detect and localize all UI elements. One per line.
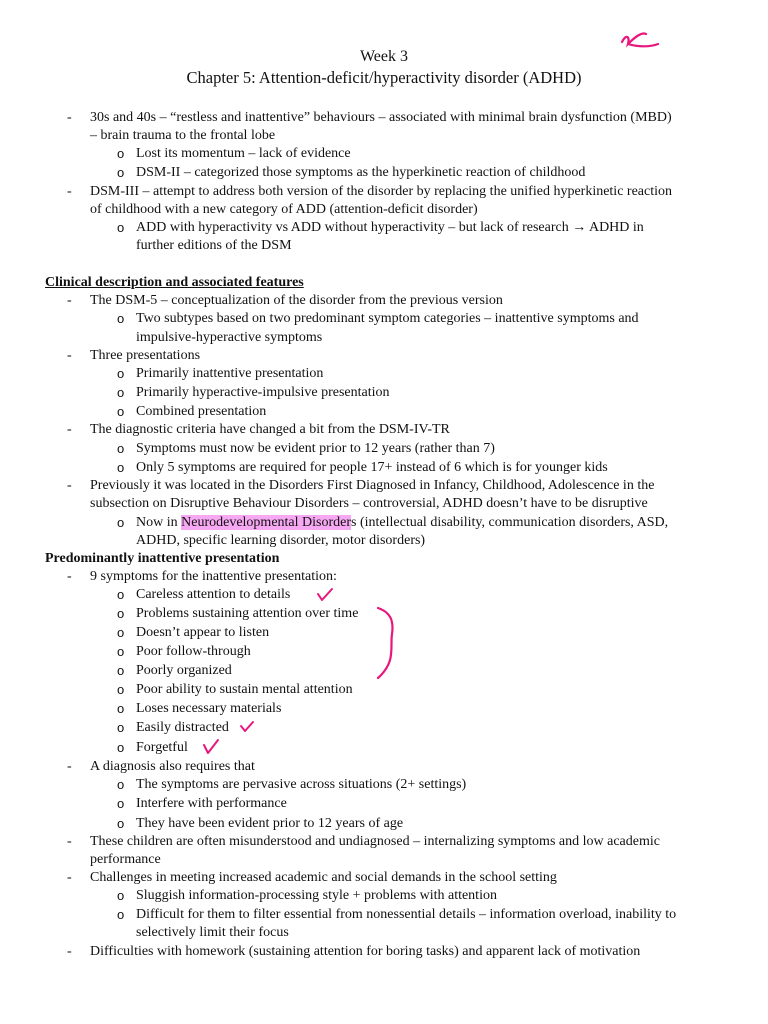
dash-marker: - (67, 569, 72, 584)
symptom-item: Forgetful (136, 740, 188, 755)
week-title: Week 3 (359, 48, 409, 65)
section-heading-clinical: Clinical description and associated features (45, 275, 304, 290)
bullet-marker: o (117, 720, 125, 735)
symptom-item: Doesn’t appear to listen (136, 625, 270, 640)
clinical-sub-2: Primarily inattentive presentation (136, 366, 324, 381)
bullet-marker: o (117, 385, 125, 400)
symptom-item: Poorly organized (136, 663, 232, 678)
handwritten-check-icon (240, 721, 254, 733)
bullet-marker: o (117, 644, 125, 659)
dash-marker: - (67, 870, 72, 885)
clinical-sub-1-cont: impulsive-hyperactive symptoms (136, 330, 323, 345)
clinical-sub-7-suffix: s (intellectual disability, communication disorders, ASD, (351, 515, 669, 530)
requirement-item: The symptoms are pervasive across situations (2+ settings) (136, 777, 467, 792)
bullet-marker: o (117, 625, 125, 640)
intro-para-1: 30s and 40s – “restless and inattentive” behaviours – associated with minimal brain dysfunction (MBD) (90, 110, 672, 125)
inattentive-sub-2: Difficult for them to filter essential from nonessential details – information overload, inability to (136, 907, 677, 922)
dash-marker: - (67, 759, 72, 774)
symptom-item: Problems sustaining attention over time (136, 606, 359, 621)
dash-marker: - (67, 184, 72, 199)
inattentive-para-4: Challenges in meeting increased academic and social demands in the school setting (90, 870, 557, 885)
clinical-sub-4: Combined presentation (136, 404, 267, 419)
dash-marker: - (67, 422, 72, 437)
requirement-item: They have been evident prior to 12 years of age (136, 816, 404, 831)
intro-para-2-cont: of childhood with a new category of ADD (attention-deficit disorder) (90, 202, 478, 217)
handwritten-check-icon (618, 30, 663, 55)
bullet-marker: o (117, 606, 125, 621)
bullet-marker: o (117, 740, 125, 755)
chapter-title: Chapter 5: Attention-deficit/hyperactivity disorder (ADHD) (186, 68, 582, 87)
inattentive-para-3: These children are often misunderstood and undiagnosed – internalizing symptoms and low academic (90, 834, 660, 849)
clinical-para-1: The DSM-5 – conceptualization of the disorder from the previous version (90, 293, 503, 308)
bullet-marker: o (117, 682, 125, 697)
inattentive-para-3-cont: performance (90, 852, 161, 867)
intro-sub-1: Lost its momentum – lack of evidence (136, 146, 351, 161)
clinical-sub-5: Symptoms must now be evident prior to 12 years (rather than 7) (136, 441, 495, 456)
inattentive-sub-2-cont: selectively limit their focus (136, 925, 289, 940)
clinical-sub-3: Primarily hyperactive-impulsive presentation (136, 385, 390, 400)
bullet-marker: o (117, 816, 125, 831)
dash-marker: - (67, 478, 72, 493)
symptom-item: Loses necessary materials (136, 701, 282, 716)
inattentive-sub-1: Sluggish information-processing style + problems with attention (136, 888, 497, 903)
intro-sub-2: DSM-II – categorized those symptoms as the hyperkinetic reaction of childhood (136, 165, 586, 180)
intro-para-1-cont: – brain trauma to the frontal lobe (90, 128, 276, 143)
clinical-para-2: Three presentations (90, 348, 201, 363)
bullet-marker: o (117, 515, 125, 530)
bullet-marker: o (117, 701, 125, 716)
clinical-sub-6: Only 5 symptoms are required for people 17+ instead of 6 which is for younger kids (136, 460, 608, 475)
dash-marker: - (67, 834, 72, 849)
bullet-marker: o (117, 460, 125, 475)
symptom-item: Poor follow-through (136, 644, 251, 659)
intro-sub-3-cont: further editions of the DSM (136, 238, 292, 253)
clinical-sub-7-cont: ADHD, specific learning disorder, motor disorders) (136, 533, 426, 548)
bullet-marker: o (117, 796, 125, 811)
requirement-item: Interfere with performance (136, 796, 287, 811)
section-heading-inattentive: Predominantly inattentive presentation (45, 551, 280, 566)
dash-marker: - (67, 944, 72, 959)
handwritten-bracket-icon (374, 604, 400, 684)
bullet-marker: o (117, 907, 125, 922)
bullet-marker: o (117, 663, 125, 678)
bullet-marker: o (117, 404, 125, 419)
clinical-para-4: Previously it was located in the Disorders First Diagnosed in Infancy, Childhood, Adolescence in the (90, 478, 655, 493)
symptom-item: Careless attention to details (136, 587, 291, 602)
dash-marker: - (67, 348, 72, 363)
inattentive-para-5: Difficulties with homework (sustaining attention for boring tasks) and apparent lack of motivation (90, 944, 641, 959)
clinical-para-4-cont: subsection on Disruptive Behaviour Disorders – controversial, ADHD doesn’t have to be disruptive (90, 496, 648, 511)
bullet-marker: o (117, 146, 125, 161)
symptom-item: Poor ability to sustain mental attention (136, 682, 353, 697)
bullet-marker: o (117, 165, 125, 180)
bullet-marker: o (117, 777, 125, 792)
symptom-item: Easily distracted (136, 720, 229, 735)
bullet-marker: o (117, 441, 125, 456)
intro-sub-3: ADD with hyperactivity vs ADD without hyperactivity – but lack of research → ADHD in (136, 220, 644, 235)
clinical-sub-1: Two subtypes based on two predominant symptom categories – inattentive symptoms and (136, 311, 639, 326)
handwritten-check-icon (316, 587, 334, 603)
intro-para-2: DSM-III – attempt to address both version of the disorder by replacing the unified hyperkinetic reaction (90, 184, 672, 199)
bullet-marker: o (117, 220, 125, 235)
clinical-para-3: The diagnostic criteria have changed a bit from the DSM-IV-TR (90, 422, 450, 437)
bullet-marker: o (117, 587, 125, 602)
bullet-marker: o (117, 311, 125, 326)
highlighted-term: Neurodevelopmental Disorder (181, 515, 352, 530)
dash-marker: - (67, 110, 72, 125)
dash-marker: - (67, 293, 72, 308)
clinical-sub-7-prefix: Now in (136, 515, 182, 530)
inattentive-para-2: A diagnosis also requires that (90, 759, 255, 774)
handwritten-check-icon (203, 739, 219, 755)
bullet-marker: o (117, 366, 125, 381)
inattentive-para-1: 9 symptoms for the inattentive presentation: (90, 569, 337, 584)
bullet-marker: o (117, 888, 125, 903)
clinical-sub-7 (136, 514, 668, 532)
